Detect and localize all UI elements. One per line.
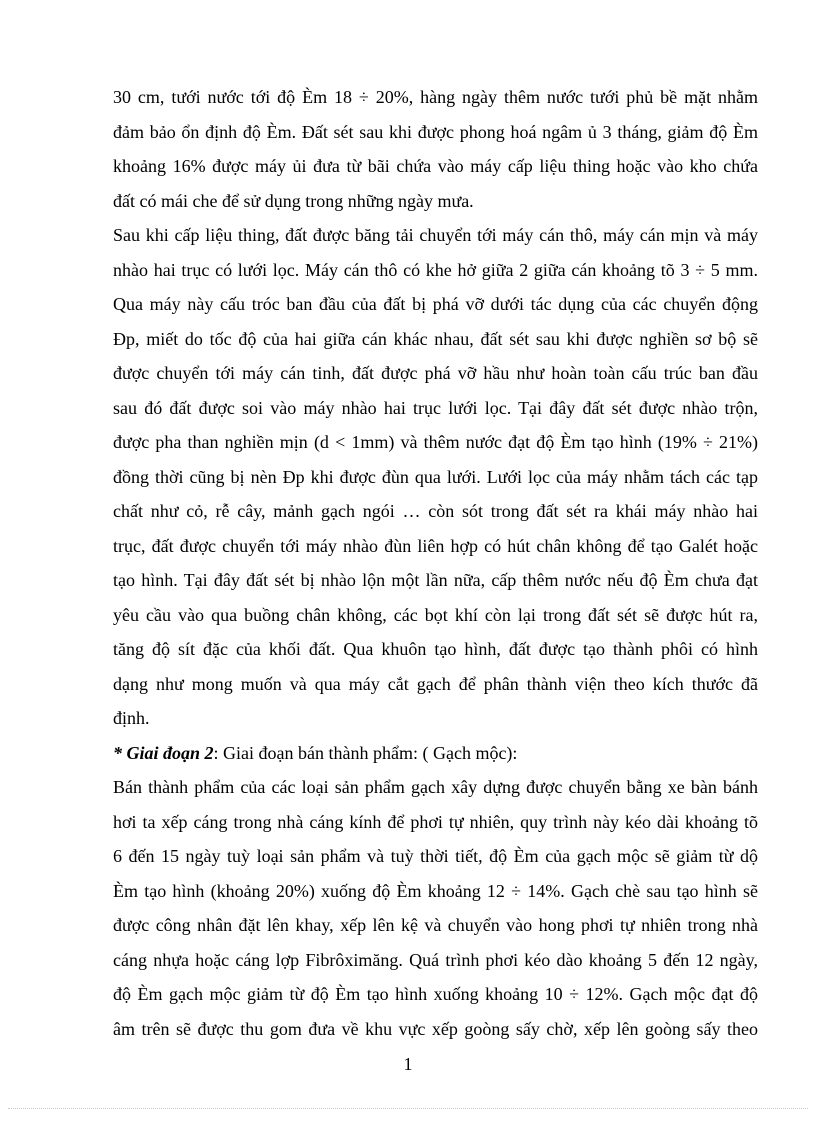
- section-heading-prefix: * Giai đoạn 2: [113, 742, 214, 763]
- text-line: hơi ta xếp cáng trong nhà cáng kính để phơi tự nhiên, quy trình này kéo dài khoảng tõ: [113, 811, 758, 832]
- page-number: 1: [403, 1054, 413, 1074]
- text-line: cáng nhựa hoặc cáng lợp Fibrôximăng. Quá trình phơi kéo dào khoảng 5 đến 12 ngày,: [113, 949, 758, 970]
- footer-divider: [8, 1108, 808, 1109]
- text-line: yêu cầu vào qua buồng chân không, các bọt khí còn lại trong đất sét sẽ được hút ra,: [113, 604, 758, 625]
- text-line: dạng như mong muốn và qua máy cắt gạch để phân thành viện theo kích thước đã: [113, 673, 758, 694]
- text-line: tạo hình. Tại đây đất sét bị nhào lộn một lần nữa, cấp thêm nước nếu độ Èm chưa đạt: [113, 570, 758, 590]
- text-line: được chuyển tới máy cán tinh, đất được phá vỡ hầu như hoàn toàn cấu trúc ban đầu: [113, 363, 758, 383]
- text-line: được công nhân đặt lên khay, xếp lên kệ và chuyển vào hong phơi tự nhiên trong nhà: [113, 915, 758, 935]
- text-line: đảm bảo ổn định độ Èm. Đất sét sau khi được phong hoá ngâm ủ 3 tháng, giảm độ Èm: [113, 121, 758, 142]
- text-line: tăng độ sít đặc của khối đất. Qua khuôn tạo hình, đất được tạo thành phôi có hình: [113, 639, 758, 659]
- section-heading-text: : Giai đoạn bán thành phẩm: ( Gạch mộc):: [213, 742, 518, 763]
- paragraph-3: [113, 770, 758, 1046]
- text-line: 30 cm, tưới nước tới độ Èm 18 ÷ 20%, hàng ngày thêm nước tưới phủ bề mặt nhằm: [113, 87, 758, 107]
- text-line: đất có mái che để sử dụng trong những ngày mưa.: [113, 190, 474, 211]
- text-line: khoảng 16% được máy ủi đưa từ bãi chứa vào máy cấp liệu thing hoặc vào kho chứa: [113, 156, 758, 176]
- text-line: âm trên sẽ được thu gom đưa về khu vực xếp goòng sấy chờ, xếp lên goòng sấy theo: [113, 1018, 758, 1039]
- section-heading: [113, 736, 758, 771]
- text-line: được pha than nghiền mịn (d < 1mm) và thêm nước đạt độ Èm tạo hình (19% ÷ 21%): [113, 432, 758, 452]
- text-line: trục, đất được chuyển tới máy nhào đùn liên hợp có hút chân không để tạo Galét hoặc: [113, 535, 758, 556]
- paragraph-1: [113, 80, 758, 218]
- document-body: [113, 80, 758, 1046]
- text-line: Bán thành phẩm của các loại sản phẩm gạch xây dựng được chuyển bằng xe bàn bánh: [113, 777, 758, 797]
- paragraph-2: [113, 218, 758, 736]
- text-line: Èm tạo hình (khoảng 20%) xuống độ Èm khoảng 12 ÷ 14%. Gạch chè sau tạo hình sẽ: [113, 880, 758, 901]
- text-line: độ Èm gạch mộc giảm từ độ Èm tạo hình xuống khoảng 10 ÷ 12%. Gạch mộc đạt độ: [113, 984, 758, 1004]
- text-line: chất như cỏ, rễ cây, mảnh gạch ngói … còn sót trong đất sét ra khái máy nhào hai: [113, 501, 758, 521]
- text-line: sau đó đất được soi vào máy nhào hai trục lưới lọc. Tại đây đất sét được nhào trộn,: [113, 397, 758, 418]
- text-line: nhào hai trục có lưới lọc. Máy cán thô có khe hở giữa 2 giữa cán khoảng tõ 3 ÷ 5 mm.: [113, 259, 758, 280]
- text-line: định.: [113, 708, 150, 728]
- text-line: đồng thời cũng bị nèn Đp khi được đùn qua lưới. Lưới lọc của máy nhằm tách các tạp: [113, 466, 758, 487]
- text-line: 6 đến 15 ngày tuỳ loại sản phẩm và tuỳ thời tiết, độ Èm của gạch mộc sẽ giảm từ dộ: [113, 846, 758, 866]
- text-line: Sau khi cấp liệu thing, đất được băng tải chuyển tới máy cán thô, máy cán mịn và máy: [113, 225, 758, 245]
- text-line: Qua máy này cấu tróc ban đầu của đất bị phá vỡ dưới tác dụng của các chuyển động: [113, 294, 758, 314]
- text-line: Đp, miết do tốc độ của hai giữa cán khác nhau, đất sét sau khi được nghiền sơ bộ sẽ: [113, 328, 758, 349]
